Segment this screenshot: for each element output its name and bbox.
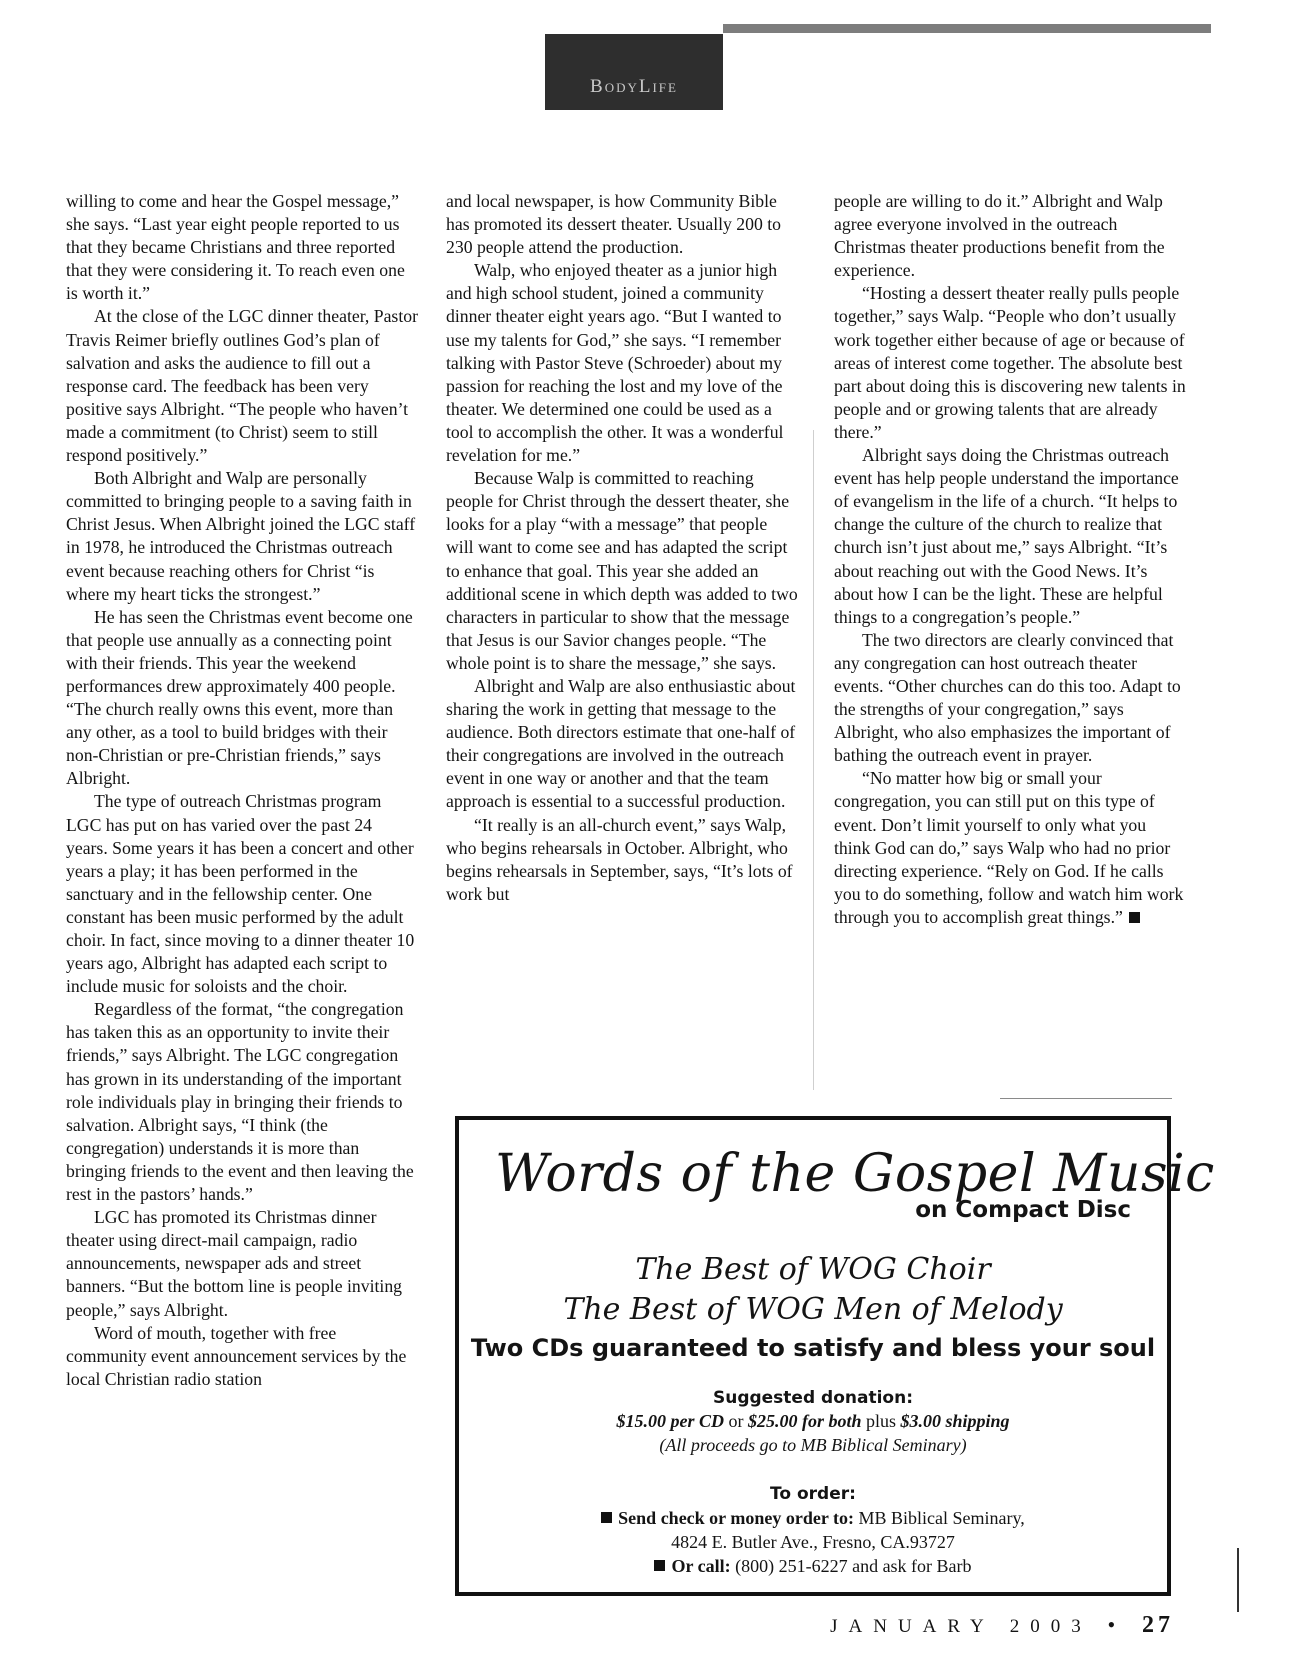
article-column-3 [834, 190, 1186, 929]
header-rule [723, 24, 1211, 33]
section-label: BodyLife [590, 76, 678, 97]
ad-subtitle: on Compact Disc [915, 1197, 1131, 1223]
price-both: $25.00 for both [747, 1411, 862, 1431]
column-divider [813, 430, 814, 1090]
shipping-price: $3.00 shipping [900, 1411, 1010, 1431]
order-mail-line [459, 1508, 1167, 1529]
order-call-line [459, 1556, 1167, 1577]
paragraph: Both Albright and Walp are personally committed to bringing people to a saving faith in Christ Jesus. When Albright joined the LGC staff in 1978, he introduced the Christmas outreach event because reaching others for Christ “is where my heart ticks the strongest.” [66, 468, 416, 604]
paragraph: The two directors are clearly convinced that any congregation can host outreach theater events. “Other churches can do this too. Adapt to the strengths of your congregation,” says Albright, who also emphasizes the important of bathing the outreach event in prayer. [834, 629, 1181, 766]
bullet-square-icon [654, 1560, 665, 1571]
page-number: 27 [1142, 1612, 1174, 1638]
page-edge-mark [1237, 1548, 1239, 1612]
paragraph: Word of mouth, together with free community event announcement services by the local Christian radio station [66, 1322, 407, 1389]
call-label: Or call: [671, 1556, 731, 1576]
bullet-square-icon [601, 1512, 612, 1523]
order-address: 4824 E. Butler Ave., Fresno, CA.93727 [671, 1532, 955, 1552]
paragraph-last [834, 767, 1186, 929]
order-heading: To order: [770, 1484, 856, 1504]
paragraph: and local newspaper, is how Community Bible has promoted its dessert theater. Usually 200 to 230 people attend the production. [446, 191, 782, 258]
paragraph: Because Walp is committed to reaching people for Christ through the dessert theater, she looks for a play “with a message” that people will want to come see and has adapted the script to enhance that goal. This year she added an additional scene in which depth was added to two characters in particular to show that the message that Jesus is our Savior changes people. “The whole point is to share the message,” she says. [446, 468, 798, 673]
paragraph: people are willing to do it.” Albright and Walp agree everyone involved in the outreach Christmas theater productions benefit from the experience. [834, 191, 1165, 281]
footer-bullet: • [1107, 1612, 1127, 1637]
donation-prices [459, 1411, 1167, 1432]
price-per-cd: $15.00 per CD [616, 1411, 724, 1431]
paragraph: At the close of the LGC dinner theater, Pastor Travis Reimer briefly outlines God’s plan of salvation and asks the audience to fill out a response card. The feedback has been very positive says Albright. “The people who haven’t made a commitment (to Christ) seem to still respond positively.” [66, 306, 418, 466]
ad-tagline: Two CDs guaranteed to satisfy and bless your soul [470, 1334, 1156, 1362]
paragraph: “It really is an all-church event,” says Walp, who begins rehearsals in October. Albright, who begins rehearsals in September, says, “It’s lots of work but [446, 814, 793, 904]
ad-album-1: The Best of WOG Choir [635, 1252, 991, 1287]
advertisement-box [455, 1116, 1215, 1596]
paragraph: willing to come and hear the Gospel message,” she says. “Last year eight people reported to us that they became Christians and three reported that they were considering it. To reach even one is worth it.” [66, 191, 405, 304]
article-column-2 [446, 190, 798, 906]
ad-album-2: The Best of WOG Men of Melody [563, 1292, 1063, 1327]
send-label: Send check or money order to: [618, 1508, 854, 1528]
paragraph: Albright and Walp are also enthusiastic about sharing the work in getting that message to the audience. Both directors estimate that one-half of their congregations are involved in the outreach event in one way or another and that the team approach is essential to a successful production. [446, 675, 796, 812]
proceeds-note: (All proceeds go to MB Biblical Seminary) [659, 1435, 967, 1455]
paragraph: Walp, who enjoyed theater as a junior high and high school student, joined a community dinner theater eight years ago. “But I wanted to use my talents for God,” she says. “I remember talking with Pastor Steve (Schroeder) about my passion for reaching the lost and my love of the theater. We determined one could be used as a tool to accomplish the other. It was a wonderful revelation for me.” [446, 260, 784, 466]
paragraph: The type of outreach Christmas program LGC has put on has varied over the past 24 years. Some years it has been a concert and other years a play; it has been performed in the sanctuary and in the fellowship center. One constant has been music performed by the adult choir. In fact, since moving to a dinner theater 10 years ago, Albright has adapted each script to include music for soloists and the choir. [66, 791, 415, 997]
separator-rule [1000, 1098, 1172, 1099]
article-column-1 [66, 190, 418, 1391]
or-text: or [728, 1411, 744, 1431]
paragraph: “Hosting a dessert theater really pulls people together,” says Walp. “People who don’t usually work together either because of age or because of areas of interest come together. The absolute best part about doing this is discovering new talents in people and or growing talents that are already there.” [834, 283, 1186, 442]
donation-heading: Suggested donation: [712, 1388, 914, 1408]
paragraph: Regardless of the format, “the congregation has taken this as an opportunity to invite their friends,” says Albright. The LGC congregation has grown in its understanding of the important role individuals play in bringing their friends to salvation. Albright says, “I think (the congregation) understands it is more than bringing friends to the event and then leaving the rest in the pastors’ hands.” [66, 999, 414, 1205]
ad-title: Words of the Gospel Music [495, 1144, 1215, 1204]
send-to: MB Biblical Seminary, [858, 1508, 1025, 1528]
paragraph: LGC has promoted its Christmas dinner theater using direct-mail campaign, radio announcements, newspaper ads and street banners. “But the bottom line is people inviting people,” says Albright. [66, 1207, 403, 1320]
paragraph: Albright says doing the Christmas outreach event has help people understand the importance of evangelism in the life of a church. “It helps to change the culture of the church to realize that church isn’t just about me,” says Albright. “It’s about reaching out with the Good News. It’s about how I can be the light. These are helpful things to a congregation’s people.” [834, 445, 1179, 627]
section-tab [545, 34, 723, 110]
end-mark-icon [1129, 912, 1140, 923]
plus-text: plus [865, 1411, 896, 1431]
paragraph: He has seen the Christmas event become one that people use annually as a connecting point with their friends. This year the weekend performances drew approximately 400 people. “The church really owns this event, more than any other, as a tool to build bridges with their non-Christian or pre-Christian friends,” says Albright. [66, 606, 413, 789]
call-text: (800) 251-6227 and ask for Barb [735, 1556, 972, 1576]
paragraph-text: “No matter how big or small your congregation, you can still put on this type of event. Don’t limit yourself to only what you think God can do,” says Walp who had no prior directing experience. “Rely on God. If he calls you to do something, follow and watch him work through you to accomplish great things.” [834, 768, 1184, 927]
issue-date: JANUARY 2003 [830, 1616, 1092, 1637]
page-footer [830, 1612, 1174, 1639]
